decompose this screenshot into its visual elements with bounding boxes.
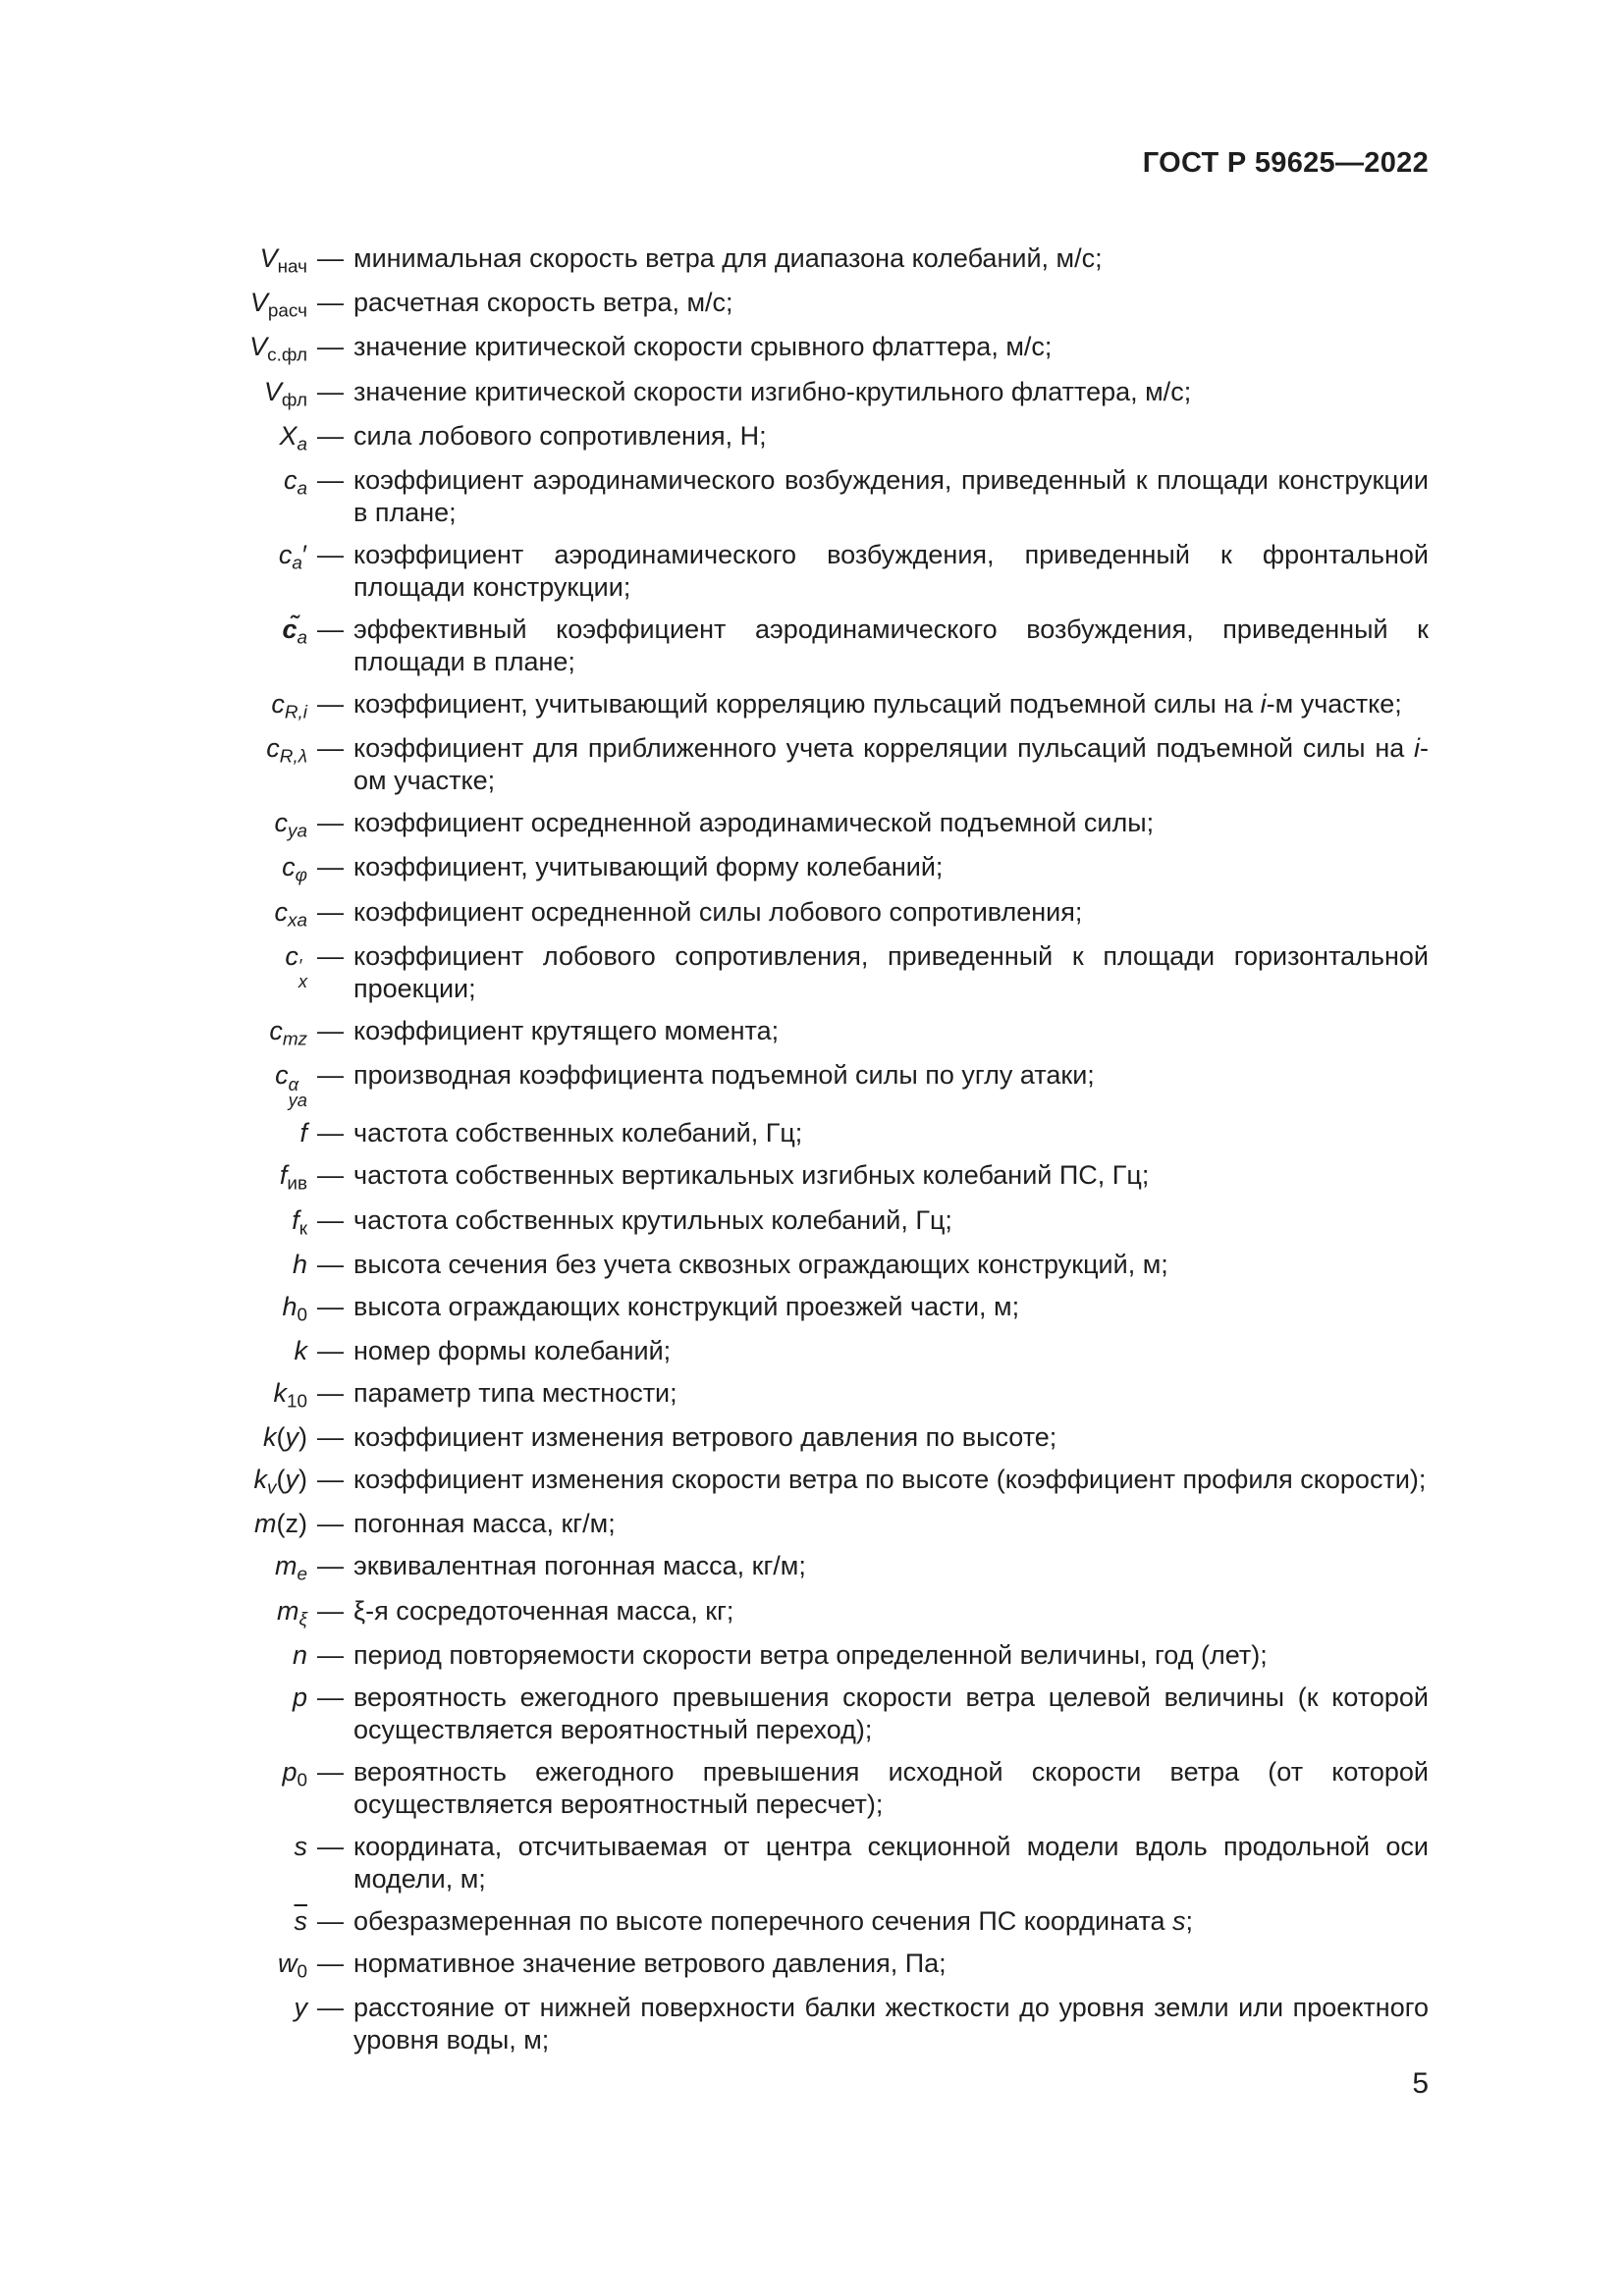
- symbol-entry: [162, 1639, 1429, 1672]
- page-number: 5: [1412, 2067, 1429, 2100]
- dash-separator: —: [317, 688, 344, 719]
- symbol-entry: [162, 1948, 1429, 1982]
- symbol-description: вероятность ежегодного превышения исходной скорости ветра (от которой осуществляется вероятностный пересчет);: [353, 1756, 1429, 1819]
- symbol-description: коэффициент осредненной аэродинамической подъемной силы;: [353, 808, 1155, 838]
- symbol-description: высота ограждающих конструкций проезжей части, м;: [353, 1291, 1020, 1321]
- dash-separator: —: [317, 1682, 344, 1712]
- symbol: f: [299, 1118, 307, 1148]
- symbol-description: коэффициент лобового сопротивления, приведенный к площади горизонтальной проекции;: [353, 940, 1429, 1003]
- symbol-description: производная коэффициента подъемной силы по углу атаки;: [353, 1059, 1095, 1090]
- symbol-description: значение критической скорости срывного флаттера, м/с;: [353, 332, 1053, 362]
- symbol-entry: [162, 1117, 1429, 1149]
- symbol-entry: [162, 1159, 1429, 1194]
- symbol-entry: [162, 242, 1429, 277]
- symbol: $k_{10}$: [273, 1377, 307, 1413]
- symbol-description: коэффициент, учитывающий форму колебаний;: [353, 852, 944, 882]
- dash-separator: —: [317, 1160, 344, 1191]
- symbol: c α ya: [275, 1059, 307, 1110]
- symbol-description: нормативное значение ветрового давления, Па;: [353, 1948, 947, 1978]
- symbol-description: расчетная скорость ветра, м/с;: [353, 288, 733, 318]
- symbol: $c_{xa}$: [274, 896, 307, 931]
- symbol-entry: [162, 1015, 1429, 1049]
- symbol-description: погонная масса, кг/м;: [353, 1509, 616, 1539]
- dash-separator: —: [317, 1118, 344, 1148]
- symbol-entry: [162, 732, 1429, 797]
- symbol: p: [292, 1682, 307, 1712]
- symbol: n: [292, 1639, 307, 1670]
- symbol-description: эквивалентная погонная масса, кг/м;: [353, 1551, 806, 1581]
- dash-separator: —: [317, 1905, 344, 1936]
- symbol: $f_{ив}$: [279, 1160, 307, 1195]
- dash-separator: —: [317, 1335, 344, 1365]
- symbol-entry: [162, 614, 1429, 678]
- symbol-definitions-list: [162, 242, 1429, 2066]
- symbol: $X_a$: [279, 420, 307, 455]
- symbol-description: вероятность ежегодного превышения скорости ветра целевой величины (к которой осуществляется вероятностный переход);: [353, 1682, 1429, 1744]
- dash-separator: —: [317, 1551, 344, 1581]
- dash-separator: —: [317, 1639, 344, 1670]
- symbol-description: сила лобового сопротивления, Н;: [353, 420, 767, 451]
- symbol: $c_{mz}$: [269, 1015, 307, 1049]
- dash-separator: —: [317, 1059, 344, 1090]
- symbol-entry: [162, 1291, 1429, 1325]
- symbol: k(y): [263, 1422, 307, 1453]
- symbol-description: минимальная скорость ветра для диапазона колебаний, м/с;: [353, 243, 1103, 273]
- dash-separator: —: [317, 1377, 344, 1408]
- dash-separator: —: [317, 376, 344, 406]
- symbol-description: координата, отсчитываемая от центра секционной модели вдоль продольной оси модели, м;: [353, 1831, 1429, 1894]
- symbol-description: период повторяемости скорости ветра определенной величины, год (лет);: [353, 1639, 1268, 1670]
- dash-separator: —: [317, 1465, 344, 1495]
- symbol: $w_0$: [277, 1948, 307, 1982]
- symbol-entry: [162, 1992, 1429, 2056]
- dash-separator: —: [317, 1015, 344, 1045]
- dash-separator: —: [317, 539, 344, 569]
- dash-separator: —: [317, 288, 344, 318]
- dash-separator: —: [317, 332, 344, 362]
- dash-separator: —: [317, 808, 344, 838]
- symbol-description: коэффициент крутящего момента;: [353, 1015, 780, 1045]
- symbol: m(z): [254, 1509, 307, 1539]
- symbol-description: коэффициент изменения скорости ветра по высоте (коэффициент профиля скорости);: [353, 1465, 1427, 1495]
- symbol: $c_{R,i}$: [271, 688, 307, 723]
- dash-separator: —: [317, 1291, 344, 1321]
- dash-separator: —: [317, 896, 344, 927]
- symbol: c ′ x: [285, 940, 307, 991]
- symbol: $m_\xi$: [277, 1595, 307, 1629]
- dash-separator: —: [317, 733, 344, 764]
- symbol-description: высота сечения без учета сквозных ограждающих конструкций, м;: [353, 1249, 1168, 1279]
- symbol-description: коэффициент аэродинамического возбуждения, приведенный к площади конструкции в плане;: [353, 464, 1429, 527]
- symbol-entry: [162, 1831, 1429, 1896]
- symbol-entry: [162, 1905, 1429, 1938]
- symbol: $p_0$: [282, 1756, 307, 1790]
- symbol: $m_e$: [274, 1551, 307, 1585]
- dash-separator: —: [317, 1831, 344, 1861]
- symbol-entry: [162, 464, 1429, 529]
- symbol-description: коэффициент осредненной силы лобового сопротивления;: [353, 896, 1083, 927]
- symbol: $f_к$: [292, 1204, 307, 1239]
- symbol-entry: [162, 851, 1429, 885]
- symbol-entry: [162, 539, 1429, 604]
- symbol-entry: [162, 376, 1429, 410]
- symbol-entry: [162, 896, 1429, 931]
- symbol-description: коэффициент для приближенного учета корреляции пульсаций подъемной силы на i-ом участке;: [353, 733, 1429, 796]
- symbol: $V_{расч}$: [249, 288, 307, 322]
- symbol: $V_{нач}$: [259, 243, 307, 278]
- symbol-entry: [162, 1249, 1429, 1281]
- symbol: $c̃_a$: [282, 614, 307, 649]
- dash-separator: —: [317, 1756, 344, 1787]
- symbol-description: коэффициент аэродинамического возбуждения, приведенный к фронтальной площади конструкции;: [353, 539, 1429, 602]
- symbol-entry: [162, 1682, 1429, 1746]
- dash-separator: —: [317, 614, 344, 644]
- symbol-description: частота собственных колебаний, Гц;: [353, 1118, 803, 1148]
- symbol: k: [294, 1335, 307, 1365]
- symbol-description: частота собственных вертикальных изгибных колебаний ПС, Гц;: [353, 1160, 1150, 1191]
- symbol: $c_\varphi$: [282, 852, 307, 886]
- symbol: $h_0$: [282, 1291, 307, 1326]
- symbol-entry: [162, 1508, 1429, 1540]
- symbol-description: ξ-я сосредоточенная масса, кг;: [353, 1595, 734, 1626]
- dash-separator: —: [317, 1249, 344, 1279]
- dash-separator: —: [317, 1422, 344, 1453]
- symbol-entry: [162, 1550, 1429, 1584]
- symbol-entry: [162, 807, 1429, 841]
- symbol-description: параметр типа местности;: [353, 1377, 677, 1408]
- dash-separator: —: [317, 940, 344, 971]
- symbol-description: обезразмеренная по высоте поперечного сечения ПС координата s;: [353, 1905, 1194, 1936]
- symbol-description: эффективный коэффициент аэродинамического возбуждения, приведенный к площади в плане;: [353, 614, 1429, 676]
- symbol-entry: [162, 287, 1429, 321]
- symbol: $c_{ya}$: [274, 808, 307, 842]
- symbol-entry: [162, 1756, 1429, 1821]
- symbol-entry: [162, 1377, 1429, 1412]
- symbol-entry: [162, 1204, 1429, 1239]
- document-code: ГОСТ Р 59625—2022: [1142, 147, 1429, 179]
- symbol-description: коэффициент, учитывающий корреляцию пульсаций подъемной силы на i-м участке;: [353, 688, 1402, 719]
- symbol-entry: [162, 940, 1429, 1005]
- symbol-description: значение критической скорости изгибно-крутильного флаттера, м/с;: [353, 376, 1192, 406]
- symbol: $c_a$: [283, 464, 307, 500]
- symbol: h: [292, 1249, 307, 1279]
- symbol-entry: [162, 331, 1429, 365]
- symbol: $c_a'$: [278, 539, 307, 574]
- symbol-entry: [162, 1059, 1429, 1108]
- symbol-entry: [162, 1335, 1429, 1367]
- symbol: s: [294, 1831, 307, 1861]
- symbol-entry: [162, 1464, 1429, 1498]
- symbol-description: расстояние от нижней поверхности балки жесткости до уровня земли или проектного уровня воды, м;: [353, 1992, 1429, 2055]
- symbol: $c_{R,\lambda}$: [266, 733, 307, 768]
- dash-separator: —: [317, 1204, 344, 1235]
- symbol: $V_{фл}$: [263, 376, 307, 410]
- symbol-entry: [162, 1595, 1429, 1629]
- dash-separator: —: [317, 243, 344, 273]
- dash-separator: —: [317, 1509, 344, 1539]
- symbol-entry: [162, 420, 1429, 454]
- dash-separator: —: [317, 852, 344, 882]
- symbol-description: коэффициент изменения ветрового давления по высоте;: [353, 1422, 1057, 1453]
- symbol: y: [294, 1992, 307, 2022]
- symbol-entry: [162, 688, 1429, 722]
- dash-separator: —: [317, 1595, 344, 1626]
- symbol: $k_v(y)$: [253, 1465, 307, 1499]
- symbol: $V_{с.фл}$: [249, 332, 307, 366]
- symbol-entry: [162, 1421, 1429, 1454]
- dash-separator: —: [317, 1948, 344, 1978]
- symbol-description: номер формы колебаний;: [353, 1335, 672, 1365]
- dash-separator: —: [317, 420, 344, 451]
- dash-separator: —: [317, 464, 344, 495]
- symbol: $\overline{s}$: [294, 1905, 307, 1936]
- dash-separator: —: [317, 1992, 344, 2022]
- symbol-description: частота собственных крутильных колебаний, Гц;: [353, 1204, 952, 1235]
